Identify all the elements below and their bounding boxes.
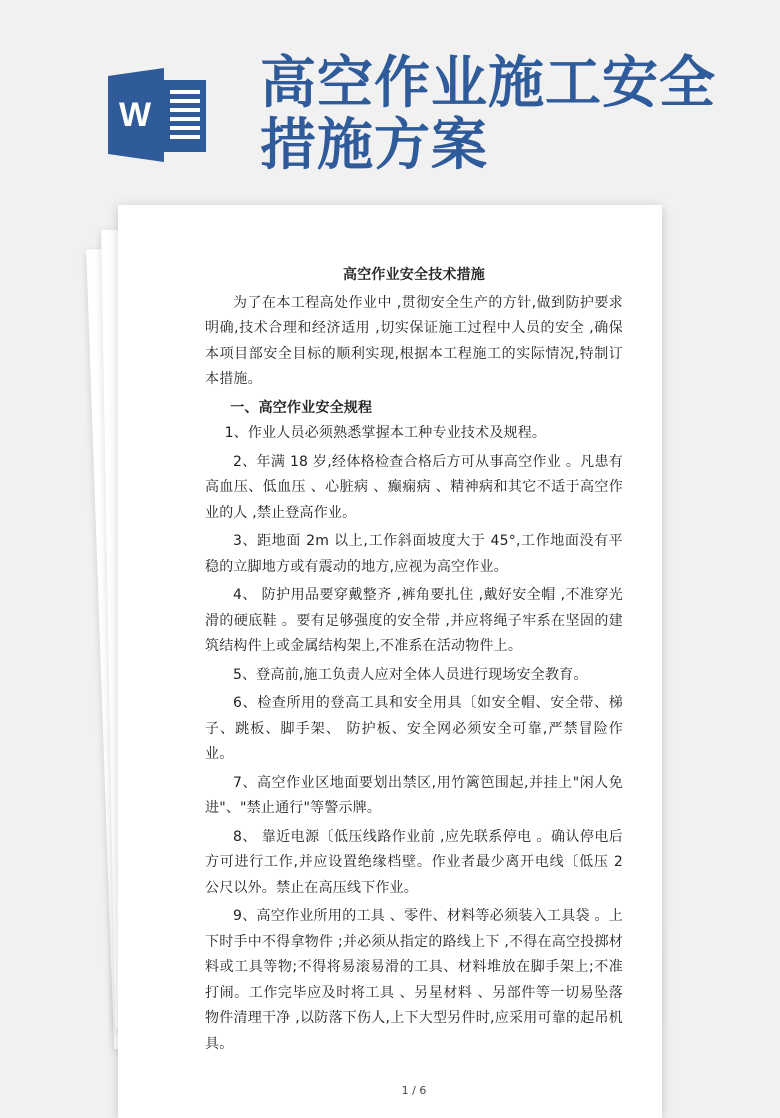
list-item: 1、作业人员必须熟悉掌握本工种专业技术及规程。	[224, 425, 547, 441]
list-item: 2、年满 18 岁,经体格检查合格后方可从事高空作业 。凡患有高血压、低血压 、心脏病 、癫痫病 、精神病和其它不适于高空作业的人 ,禁止登高作业。	[205, 453, 623, 521]
title-line-1: 高空作业施工安全	[260, 50, 716, 116]
document-title: 高空作业安全技术措施	[343, 267, 485, 283]
title-line-2: 措施方案	[260, 112, 488, 178]
list-item: 7、高空作业区地面要划出禁区,用竹篱笆围起,并挂上"闲人免进"、"禁止通行"等警示牌。	[205, 774, 623, 816]
word-document-icon	[108, 68, 208, 162]
list-item: 4、 防护用品要穿戴整齐 ,裤角要扎住 ,戴好安全帽 ,不准穿光滑的硬底鞋 。要有足够强度的安全带 ,并应将绳子牢系在坚固的建筑结构件上或金属结构架上,不准系在活动物件上。	[205, 587, 623, 654]
intro-paragraph: 为了在本工程高处作业中 ,贯彻安全生产的方针,做到防护要求明确,技术合理和经济适用 ,切实保证施工过程中人员的安全 ,确保本项目部安全目标的顺利实现,根据本工程施工的实际情况,特制订本措施。	[205, 294, 623, 387]
document-content	[205, 263, 623, 1060]
list-item: 8、 靠近电源〔低压线路作业前 ,应先联系停电 。确认停电后方可进行工作,并应设置绝缘档壁。作业者最少离开电线〔低压 2 公尺以外。禁止在高压线下作业。	[205, 828, 623, 896]
page-title	[260, 52, 770, 176]
word-icon-letter: W	[118, 96, 152, 134]
list-item: 6、检查所用的登高工具和安全用具〔如安全帽、安全带、梯子、跳板、脚手架、 防护板、安全网必须安全可靠,严禁冒险作业。	[205, 695, 623, 762]
list-item: 5、登高前,施工负责人应对全体人员进行现场安全教育。	[233, 666, 588, 683]
document-page	[118, 205, 662, 1118]
list-item: 3、距地面 2m 以上,工作斜面坡度大于 45°,工作地面没有平稳的立脚地方或有震动的地方,应视为高空作业。	[205, 533, 623, 575]
page-number: 1 / 6	[401, 1084, 427, 1097]
list-item: 9、高空作业所用的工具 、零件、材料等必须装入工具袋 。上下时手中不得拿物件 ;并必须从指定的路线上下 ,不得在高空投掷材料或工具等物;不得将易滚易滑的工具、材料堆放在脚手架上;不准打闹。工作完毕应及时将工具 、另星材料 、另部件等一切易坠落物件清理干净 ,以防落下伤人,上下大型另件时,应采用可靠的起吊机具。	[205, 908, 623, 1052]
section-heading: 一、高空作业安全规程	[230, 399, 373, 416]
